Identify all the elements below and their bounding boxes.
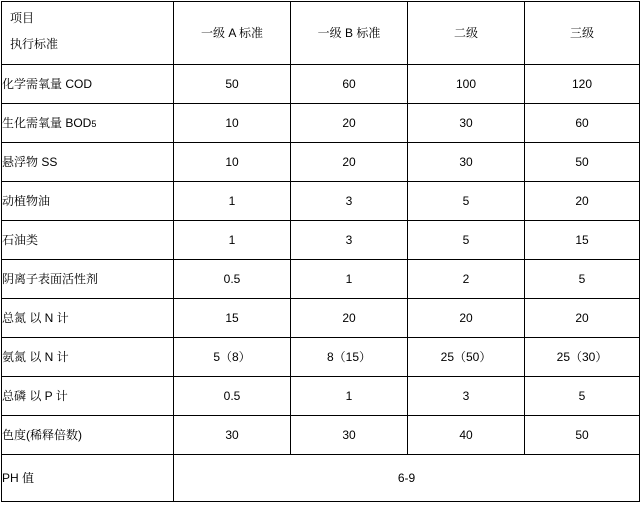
- row-value: 60: [525, 104, 640, 143]
- row-value: 1: [174, 182, 291, 221]
- column-header-grade-2: 二级: [408, 2, 525, 65]
- row-label-subscript: 5: [91, 119, 97, 129]
- corner-label-standard: 执行标准: [10, 37, 59, 51]
- corner-label-item: 项目: [10, 11, 35, 25]
- column-header-grade-1a: 一级 A 标准: [174, 2, 291, 65]
- row-value: 5（8）: [174, 338, 291, 377]
- table-row: [2, 299, 640, 338]
- row-value: 100: [408, 65, 525, 104]
- row-value: 15: [525, 221, 640, 260]
- row-value: 20: [291, 104, 408, 143]
- table-row: [2, 143, 640, 182]
- row-value-ph: 6-9: [174, 455, 640, 502]
- table-row: [2, 104, 640, 143]
- row-value: 1: [174, 221, 291, 260]
- column-header-grade-3: 三级: [525, 2, 640, 65]
- row-value: 50: [174, 65, 291, 104]
- table-row: [2, 221, 640, 260]
- row-value: 40: [408, 416, 525, 455]
- row-label-ph: PH 值: [2, 455, 174, 502]
- row-value: 3: [291, 221, 408, 260]
- document-page: [0, 1, 641, 512]
- row-value: 10: [174, 143, 291, 182]
- row-label: 化学需氧量 COD: [2, 65, 174, 104]
- row-value: 0.5: [174, 260, 291, 299]
- row-label: 阴离子表面活性剂: [2, 260, 174, 299]
- row-value: 20: [525, 299, 640, 338]
- row-label: 悬浮物 SS: [2, 143, 174, 182]
- row-value: 20: [525, 182, 640, 221]
- row-value: 3: [291, 182, 408, 221]
- table-row: [2, 377, 640, 416]
- table-row: [2, 338, 640, 377]
- row-label: 色度(稀释倍数): [2, 416, 174, 455]
- row-value: 3: [408, 377, 525, 416]
- row-value: 5: [408, 221, 525, 260]
- row-value: 50: [525, 143, 640, 182]
- row-value: 20: [291, 143, 408, 182]
- row-value: 50: [525, 416, 640, 455]
- row-value: 5: [525, 260, 640, 299]
- table-corner-cell: [2, 2, 174, 65]
- row-label: 总磷 以 P 计: [2, 377, 174, 416]
- column-header-grade-1b: 一级 B 标准: [291, 2, 408, 65]
- row-label: 动植物油: [2, 182, 174, 221]
- row-label: [2, 104, 174, 143]
- table-row: [2, 65, 640, 104]
- row-value: 20: [408, 299, 525, 338]
- table-row: [2, 416, 640, 455]
- row-label: 氨氮 以 N 计: [2, 338, 174, 377]
- table-row: [2, 260, 640, 299]
- row-value: 30: [408, 143, 525, 182]
- row-value: 10: [174, 104, 291, 143]
- row-value: 8（15）: [291, 338, 408, 377]
- row-value: 0.5: [174, 377, 291, 416]
- row-value: 25（50）: [408, 338, 525, 377]
- row-label: 总氮 以 N 计: [2, 299, 174, 338]
- row-value: 120: [525, 65, 640, 104]
- row-value: 2: [408, 260, 525, 299]
- row-value: 60: [291, 65, 408, 104]
- row-label: 石油类: [2, 221, 174, 260]
- row-label-text: 生化需氧量 BOD: [2, 116, 92, 130]
- table-header-row: [2, 2, 640, 65]
- row-value: 5: [525, 377, 640, 416]
- row-value: 1: [291, 377, 408, 416]
- table-row-ph: [2, 455, 640, 502]
- row-value: 1: [291, 260, 408, 299]
- row-value: 30: [174, 416, 291, 455]
- row-value: 20: [291, 299, 408, 338]
- row-value: 30: [291, 416, 408, 455]
- row-value: 15: [174, 299, 291, 338]
- row-value: 30: [408, 104, 525, 143]
- row-value: 5: [408, 182, 525, 221]
- discharge-standards-table: [1, 1, 640, 502]
- row-value: 25（30）: [525, 338, 640, 377]
- table-row: [2, 182, 640, 221]
